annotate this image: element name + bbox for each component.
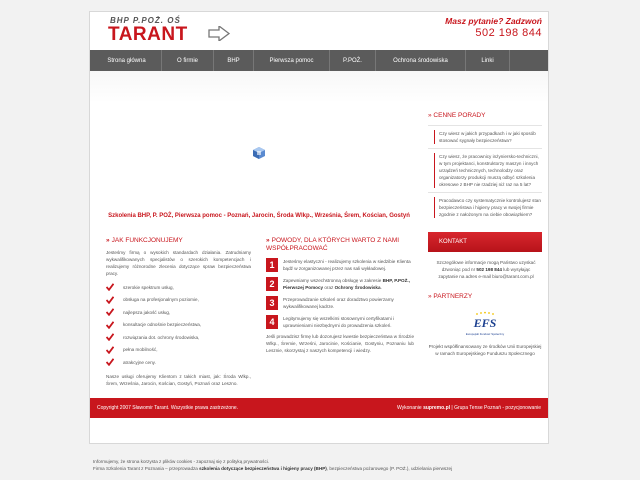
tip-item[interactable]: Czy wiesz w jakich przypadkach i w jaki sposób stosować sygnały bezpieczeństwa?	[428, 125, 542, 148]
list-item: atrakcyjne ceny.	[106, 356, 251, 369]
nav-item-bhp[interactable]: BHP	[214, 50, 254, 71]
list-item: pełna mobilność,	[106, 344, 251, 357]
chevron-right-icon: »	[106, 237, 110, 244]
tips-list	[428, 125, 542, 222]
company-description: Firma Szkolenia Tarant z Poznania – przeprowadza szkolenia dotyczące bezpieczeństwa i higieny pracy (BHP), bezpieczeństwa pożarowego (P. POŻ.), udzielania pierwszej	[93, 466, 453, 471]
sidebar	[428, 112, 542, 357]
logo-brand: TARANT	[108, 24, 188, 45]
logo[interactable]	[108, 16, 248, 48]
main-nav	[90, 50, 548, 71]
efs-logo	[465, 311, 505, 339]
page-container	[89, 11, 549, 444]
reasons-section	[266, 237, 414, 354]
chevron-right-icon: »	[428, 293, 434, 300]
header-contact	[445, 16, 542, 39]
footer	[90, 398, 548, 418]
reason-item	[266, 315, 414, 329]
nav-item-environment[interactable]: Ochrona środowiska	[376, 50, 466, 71]
list-item: obsługa na profesjonalnym poziomie,	[106, 294, 251, 307]
plugin-icon	[253, 147, 265, 159]
bottom-info	[93, 458, 547, 472]
header-phone[interactable]: 502 198 844	[475, 27, 542, 39]
reason-item	[266, 277, 414, 291]
list-item: najlepsza jakość usług,	[106, 306, 251, 319]
footer-copyright: Copyright 2007 Sławomir Tarant. Wszystkie prawa zastrzeżone.	[97, 405, 239, 411]
efs-text: Projekt współfinansowany ze środków Unii Europejskiej w ramach Europejskiego Funduszu Społecznego	[428, 344, 542, 356]
reason-number: 1	[266, 258, 278, 272]
reasons-title: » POWODY, DLA KTÓRYCH WARTO Z NAMI WSPÓŁPRACOWAĆ	[266, 237, 400, 252]
footer-seo-link[interactable]: | Grupa Tense Poznań - pozycjonowanie	[450, 405, 541, 411]
reason-number: 4	[266, 315, 278, 329]
header	[90, 12, 548, 50]
contact-email[interactable]: biuro@tarant.com.pl	[492, 274, 534, 279]
partners-title: » PARTNERZY	[428, 293, 473, 300]
reason-item	[266, 258, 414, 272]
efs-block[interactable]	[428, 311, 542, 357]
hero-area	[98, 112, 420, 202]
checkmark-icon	[106, 321, 114, 329]
how-we-work-section	[106, 237, 251, 387]
reason-number: 3	[266, 296, 278, 310]
partners-section	[428, 293, 542, 357]
checkmark-icon	[106, 358, 114, 366]
chevron-right-icon: »	[266, 237, 270, 244]
list-item: konsultacje odnośnie bezpieczeństwa,	[106, 319, 251, 332]
checkmark-icon	[106, 296, 114, 304]
tips-title: » CENNE PORADY	[428, 112, 486, 119]
how-we-work-outro: Nasze usługi oferujemy Klientom z takich miast, jak: Środa Wlkp., Śrem, Września, Jarocin, Kościan, Gostyń, Poznań oraz Leszno.	[106, 373, 251, 386]
reason-text: Legitymujemy się wszelkimi stosownymi certyfikatami i uprawnieniami niezbędnymi do prowadzenia szkoleń.	[283, 316, 395, 328]
main-slogan: Szkolenia BHP, P. POŻ, Pierwsza pomoc - Poznań, Jarocin, Środa Wlkp., Września, Śrem, Kościan, Gostyń	[108, 213, 410, 219]
chevron-right-icon: »	[428, 112, 434, 119]
how-we-work-intro: Jesteśmy firmą o wysokich standardach działania. Zatrudniamy wykwalifikowanych specjalistów o szerokich kompetencjach i realizujemy różnorodne zlecenia dotyczące spraw bezpieczeństwa pracy.	[106, 250, 251, 276]
reason-text: Zapewniamy wszechstronną obsługę w zakresie BHP, P.POŻ., Pierwszej Pomocy oraz Ochrony Środowiska.	[283, 278, 410, 290]
efs-logo-text: EFS	[473, 316, 497, 330]
tip-item[interactable]: Czy wiesz, że pracownicy inżyniersko-techniczni, w tym projektanci, konstruktorzy maszyn i innych urządzeń technicznych, technolodzy oraz organizatorzy produkcji muszą odbyć szkolenia okresowe z BHP nie rzadziej niż raz na 5 lat?	[428, 148, 542, 192]
checkmark-icon	[106, 283, 114, 291]
contact-box	[428, 232, 542, 280]
cookie-notice[interactable]: Informujemy, że strona korzysta z plików cookies - zapoznaj się z polityką prywatności.	[93, 459, 270, 464]
efs-logo-caption: Europejski Fundusz Społeczny	[465, 332, 505, 336]
contact-title: KONTAKT	[428, 232, 542, 252]
reason-text: Przeprowadzanie szkoleń oraz doradztwo powierzamy wykwalifikowanej kadrze.	[283, 297, 394, 309]
list-item: szerokie spektrum usług,	[106, 281, 251, 294]
nav-item-first-aid[interactable]: Pierwsza pomoc	[254, 50, 330, 71]
reasons-outro: Jeśli prowadzisz firmę lub dozorujesz kwestie bezpieczeństwa w Środzie Wlkp., Śremie, Wrześni, Jarocinie, Kościanie, Gostyniu, Poznaniu lub Lesznie, skorzystaj z naszych kompetencji i wiedzy.	[266, 334, 414, 353]
reason-number: 2	[266, 277, 278, 291]
contact-phone[interactable]: 502 198 844	[476, 267, 502, 272]
header-question: Masz pytanie? Zadzwoń	[445, 16, 542, 26]
logo-tagline: BHP P.POŻ. OŚ	[110, 16, 181, 25]
reason-text: Jesteśmy elastyczni - realizujemy szkolenia w siedzibie Klienta bądź w zorganizowanej przez nas sali wykładowej.	[283, 259, 411, 271]
footer-author-link[interactable]: supremo.pl	[423, 405, 451, 411]
contact-body: Szczegółowe informacje mogą Państwo uzyskać dzwoniąc pod nr 502 198 844 lub wysyłając zapytanie na adres e-mail biuro@tarant.com.pl	[436, 260, 536, 279]
how-we-work-title: » JAK FUNKCJONUJEMY	[106, 237, 183, 244]
footer-credits: Wykonanie supremo.pl | Grupa Tense Poznań - pozycjonowanie	[396, 405, 541, 411]
checkmark-icon	[106, 308, 114, 316]
logo-arrow-icon	[208, 26, 230, 41]
nav-item-fire-safety[interactable]: P.POŻ.	[330, 50, 376, 71]
list-item: rozwiązania dot. ochrony środowiska,	[106, 331, 251, 344]
nav-item-links[interactable]: Linki	[466, 50, 510, 71]
checkmark-icon	[106, 333, 114, 341]
benefits-list	[106, 281, 251, 369]
tip-item[interactable]: Pracodawco czy systematycznie kontrolujesz stan bezpieczeństwa i higieny pracy w swojej firmie zgodnie z nałożonym na ciebie obowiązkiem?	[428, 192, 542, 222]
reason-item	[266, 296, 414, 310]
checkmark-icon	[106, 346, 114, 354]
header-band	[90, 71, 548, 103]
nav-item-about[interactable]: O firmie	[162, 50, 214, 71]
nav-item-home[interactable]: Strona główna	[90, 50, 162, 71]
